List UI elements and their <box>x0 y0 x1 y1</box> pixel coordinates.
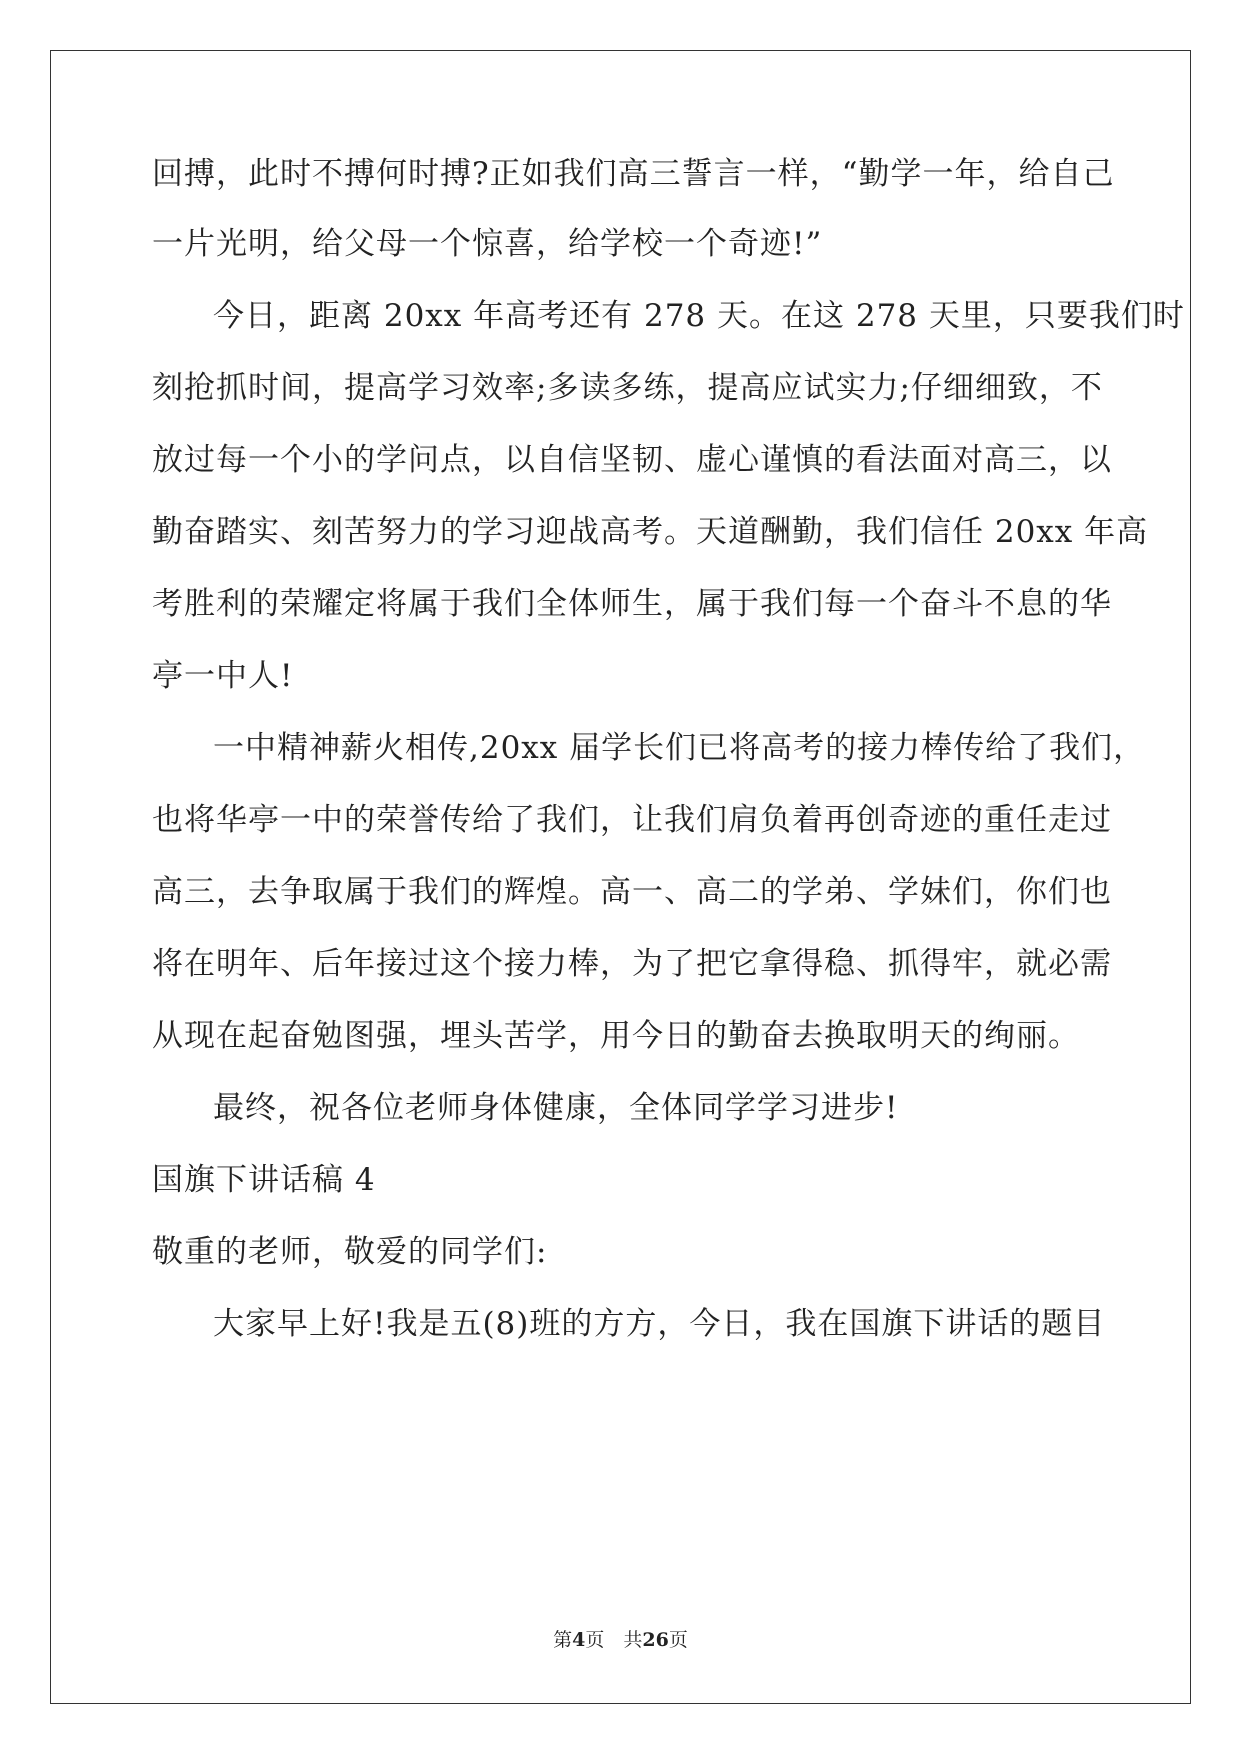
text-line: 放过每一个小的学问点，以自信坚韧、虚心谨慎的看法面对高三，以 <box>152 442 1112 478</box>
footer-prefix: 第 <box>553 1629 573 1651</box>
salutation: 敬重的老师，敬爱的同学们: <box>152 1234 548 1270</box>
total-page-number: 26 <box>642 1629 669 1651</box>
current-page-number: 4 <box>572 1629 586 1651</box>
text-line: 一片光明，给父母一个惊喜，给学校一个奇迹!” <box>152 226 823 262</box>
paragraph-start: 大家早上好!我是五(8)班的方方，今日，我在国旗下讲话的题目 <box>213 1306 1106 1342</box>
paragraph-start: 今日，距离 20xx 年高考还有 278 天。在这 278 天里，只要我们时 <box>213 298 1185 334</box>
text-line: 将在明年、后年接过这个接力棒，为了把它拿得稳、抓得牢，就必需 <box>152 946 1112 982</box>
footer-mid: 页 共 <box>585 1629 643 1651</box>
paragraph-start: 一中精神薪火相传,20xx 届学长们已将高考的接力棒传给了我们， <box>213 730 1146 766</box>
footer-suffix: 页 <box>668 1629 688 1651</box>
text-line: 刻抢抓时间，提高学习效率;多读多练，提高应试实力;仔细细致，不 <box>152 370 1103 406</box>
paragraph-start: 最终，祝各位老师身体健康，全体同学学习进步! <box>213 1090 899 1126</box>
text-line: 也将华亭一中的荣誉传给了我们，让我们肩负着再创奇迹的重任走过 <box>152 802 1112 838</box>
text-line: 回搏，此时不搏何时搏?正如我们高三誓言一样，“勤学一年，给自己 <box>152 156 1115 192</box>
text-line: 亭一中人! <box>152 658 294 694</box>
text-line: 考胜利的荣耀定将属于我们全体师生，属于我们每一个奋斗不息的华 <box>152 586 1112 622</box>
section-title: 国旗下讲话稿 4 <box>152 1162 376 1198</box>
text-line: 勤奋踏实、刻苦努力的学习迎战高考。天道酬勤，我们信任 20xx 年高 <box>152 514 1149 550</box>
text-line: 从现在起奋勉图强，埋头苦学，用今日的勤奋去换取明天的绚丽。 <box>152 1018 1080 1054</box>
page-footer <box>0 1628 1241 1652</box>
text-line: 高三，去争取属于我们的辉煌。高一、高二的学弟、学妹们，你们也 <box>152 874 1112 910</box>
